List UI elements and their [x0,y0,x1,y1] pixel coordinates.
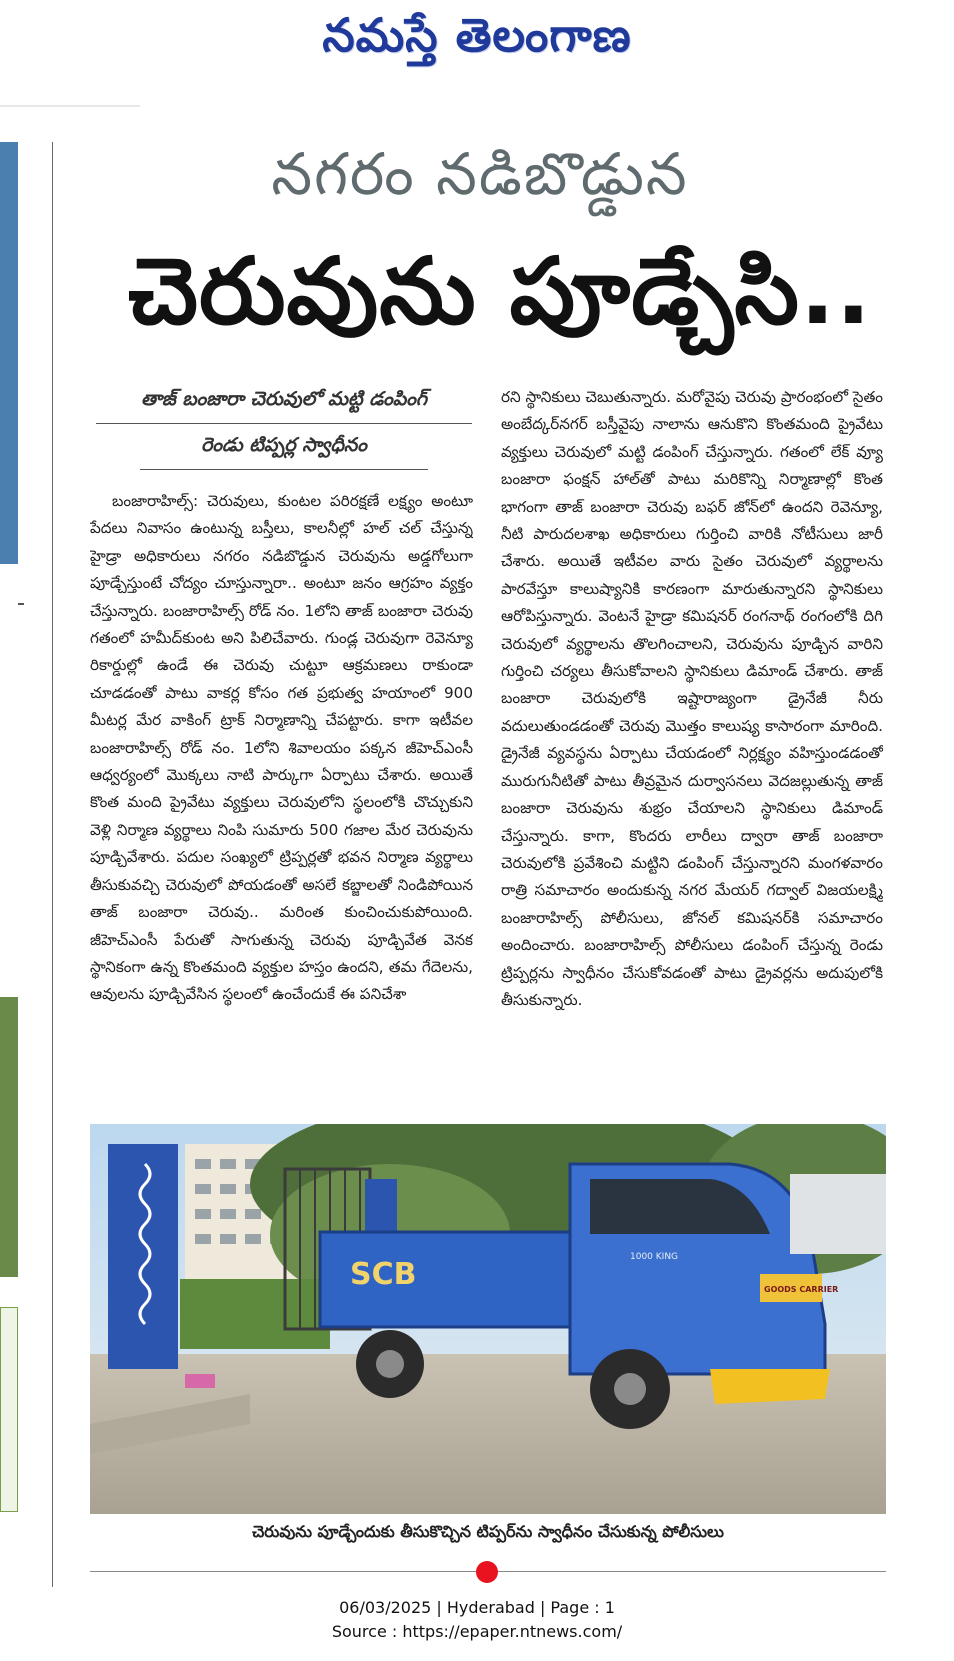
adjacent-article-rule [18,603,24,605]
truck-bumper [710,1369,830,1404]
footer-source[interactable]: Source : https://epaper.ntnews.com/ [331,1622,623,1641]
news-photo-tipper-truck [90,1124,886,1514]
subheading-rule [140,469,428,470]
masthead-logo: నమస్తే తెలంగాణ [322,8,632,62]
photo-caption: చెరువును పూడ్చేందుకు తీసుకొచ్చిన టిప్పర్‌ను స్వాధీనం చేసుకున్న పోలీసులు [252,1522,724,1541]
truck-body-lettering: SCB [350,1257,417,1292]
article-column-2 [501,384,883,1100]
article-column-1 [90,488,473,1100]
gate-pillar [108,1144,178,1369]
adjacent-article-box-edge [0,1307,18,1512]
hedge [180,1279,330,1349]
footer-red-dot [476,1561,498,1583]
adjacent-article-photo-edge [0,142,18,564]
headline-kicker: నగరం నడిబొడ్డున [271,140,689,208]
subheading: తాజ్ బంజారా చెరువులో మట్టి డంపింగ్ [141,388,427,410]
goods-carrier-lettering: GOODS CARRIER [764,1285,839,1294]
truck-cab-lettering: 1000 KING [630,1252,679,1262]
article-text: బంజారాహిల్స్: చెరువులు, కుంటల పరిరక్షణే లక్ష్యం అంటూ పేదలు నివాసం ఉంటున్న బస్తీలు, కాలనీల్లో హల్ చల్ చేస్తున్న హైడ్రా అధికారులు నగరం నడిబొడ్డున చెరువును అడ్డగోలుగా పూడ్చేస్తుంటే చోద్యం చూస్తున్నారా.. అంటూ జనం ఆగ్రహం వ్యక్తం చేస్తున్నారు. బంజారాహిల్స్ రోడ్ నం. 1లోని తాజ్ బంజారా చెరువు గతంలో హమీద్‌కుంట అని పిలిచేవారు. గుండ్ల చెరువుగా రెవెన్యూ రికార్డుల్లో ఉండే ఈ చెరువు చుట్టూ ఆక్రమణలు రాకుండా చూడడంతో పాటు వాకర్ల కోసం గత ప్రభుత్వ హయాంలో 900 మీటర్ల మేర వాకింగ్ ట్రాక్ నిర్మాణాన్ని చేపట్టారు. కాగా ఇటీవల బంజారాహిల్స్ రోడ్ నం. 1లోని శివాలయం పక్కన జీహెచ్ఎంసీ ఆధ్వర్యంలో మొక్కలు నాటి పార్కుగా ఏర్పాటు చేశారు. అయితే కొంత మంది ప్రైవేటు వ్యక్తులు చెరువులోని స్థలంలోకి చొచ్చుకుని వెళ్లి నిర్మాణ వ్యర్థాలు నింపి సుమారు 500 గజాల మేర చెరువును పూడ్చివేశారు. పదుల సంఖ్యలో ట్రిప్పర్లతో భవన నిర్మాణ వ్యర్థాలు తీసుకువచ్చి చెరువులో పోయడంతో అసలే కబ్జాలతో నిండిపోయిన తాజ్ బంజారా చెరువు.. మరింత కుంచించుకుపోయింది. జీహెచ్ఎంసీ పేరుతో సాగుతున్న చెరువు పూడ్చివేత వెనక స్థానికంగా ఉన్న కొంతమంది వ్యక్తుల హస్తం ఉందని, తమ గేదెలను, ఆవులను పూడ్చివేసిన స్థలంలో ఉంచేందుకే ఈ పనిచేశా [90,492,473,1004]
masthead-divider [0,105,140,107]
article-text: రని స్థానికులు చెబుతున్నారు. మరోవైపు చెరువు ప్రారంభంలో సైతం అంబేద్కర్‌నగర్ బస్తీవైపు నాలాను ఆనుకొని కొంతమంది ప్రైవేటు వ్యక్తులు చెరువులో మట్టి డంపింగ్ చేస్తున్నారు. గతంలో లేక్ వ్యూ బంజారా ఫంక్షన్ హాల్‌తో పాటు మరికొన్ని నిర్మాణాల్లో కొంత భాగంగా తాజ్ బంజారా చెరువు బఫర్ జోన్‌లో ఉందని రెవెన్యూ, నీటి పారుదలశాఖ అధికారులు గుర్తించి వారికి నోటీసులు జారీ చేశారు. అయితే ఇటీవల వారు సైతం చెరువులో వ్యర్థాలను పారవేస్తూ కాలుష్యానికి కారణంగా మారుతున్నారని స్థానికులు ఆరోపిస్తున్నారు. వెంటనే హైడ్రా కమిషనర్ రంగనాథ్ రంగంలోకి దిగి చెరువులో వ్యర్థాలను తొలగించాలని, చెరువును పూడ్చిన వారిని గుర్తించి చర్యలు తీసుకోవాలని స్థానికులు డిమాండ్ చేశారు. తాజ్ బంజారా చెరువులోకి ఇష్టారాజ్యంగా డ్రైనేజీ నీరు వదులుతుండడంతో చెరువు మొత్తం కాలుష్య కాసారంగా మారింది. డ్రైనేజీ వ్యవస్థను ఏర్పాటు చేయడంలో నిర్లక్ష్యం వహిస్తుండడంతో మురుగునీటితో పాటు తీవ్రమైన దుర్వాసనలు వెదజల్లుతున్న తాజ్ బంజారా చెరువును శుభ్రం చేయాలని స్థానికులు డిమాండ్ చేస్తున్నారు. కాగా, కొందరు లారీలు ద్వారా తాజ్ బంజారా చెరువులోకి ప్రవేశించి మట్టిని డంపింగ్ చేస్తున్నారని మంగళవారం రాత్రి సమాచారం అందుకున్న నగర మేయర్ గద్వాల్ విజయలక్ష్మి బంజారాహిల్స్ పోలీసులు, జోనల్ కమిషనర్‌కి సమాచారం అందించారు. బంజారాహిల్స్ పోలీసులు డంపింగ్ చేస్తున్న రెండు ట్రిప్పర్లను స్వాధీనం చేసుకోవడంతో పాటు డ్రైవర్లను అదుపులోకి తీసుకున్నారు. [501,388,883,1009]
parked-car [790,1174,886,1254]
headline: చెరువును పూడ్చేసి.. [128,238,872,345]
subheading-rule [96,423,472,424]
footer-date-edition-page: 06/03/2025 | Hyderabad | Page : 1 [339,1598,615,1617]
photo-illustration [90,1124,886,1514]
column-divider [52,142,53,1587]
subheading: రెండు టిప్పర్ల స్వాధీనం [201,434,367,456]
adjacent-article-photo-edge [0,997,18,1277]
